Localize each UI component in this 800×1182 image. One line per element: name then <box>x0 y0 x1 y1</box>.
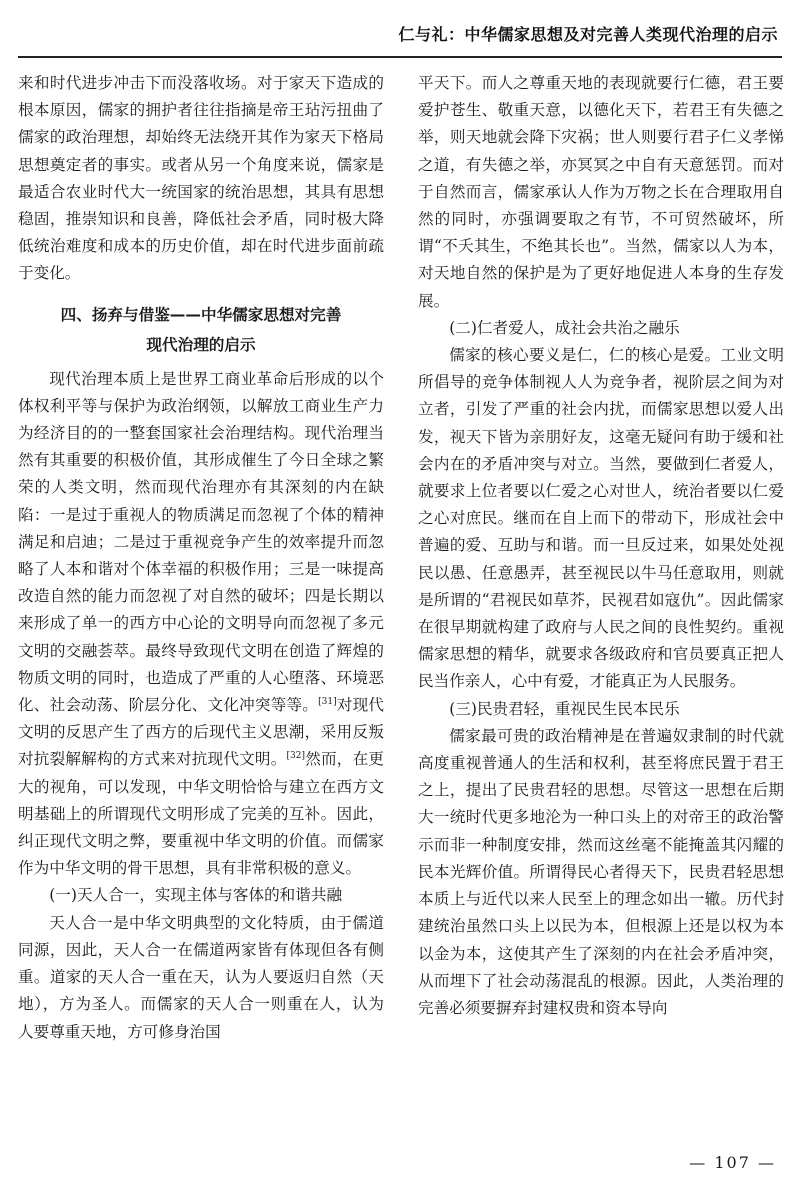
section-heading-line2: 现代治理的启示 <box>146 335 256 354</box>
paragraph: 天人合一是中华文明典型的文化特质，由于儒道同源，因此，天人合一在儒道两家皆有体现但各有侧重。道家的天人合一重在天，认为人要返归自然（天地），方为圣人。而儒家的天人合一则重在人，认为人要尊重天地，方可修身治国 <box>18 913 384 1041</box>
citation-ref: [32] <box>286 751 305 762</box>
page-number: — 107 — <box>689 1153 776 1172</box>
section-heading-line1: 四、扬弃与借鉴——中华儒家思想对完善 <box>60 305 342 324</box>
paragraph-text: 然而，在更大的视角，可以发现，中华文明恰恰与建立在西方文明基础上的所谓现代文明形成了完美的互补。因此，纠正现代文明之弊，要重视中华文明的价值。而儒家作为中华文明的骨干思想，具有非常积极的意义。 <box>18 750 384 878</box>
paragraph: 来和时代进步冲击下而没落收场。对于家天下造成的根本原因，儒家的拥护者往往指摘是帝王玷污扭曲了儒家的政治理想，却始终无法绕开其作为家天下格局思想奠定者的事实。或者从另一个角度来说，儒家是最适合农业时代大一统国家的统治思想，其具有思想稳固，推崇知识和良善，降低社会矛盾，同时极大降低统治难度和成本的历史价值，却在时代进步面前疏于变化。 <box>18 74 384 283</box>
citation-ref: [31] <box>318 696 337 707</box>
paragraph: 儒家最可贵的政治精神是在普遍奴隶制的时代就高度重视普通人的生活和权利，甚至将庶民置于君王之上，提出了民贵君轻的思想。尽管这一思想在后期大一统时代更多地沦为一种口头上的对帝王的政治警示而非一种制度安排，然而这丝毫不能掩盖其闪耀的民本光辉价值。所谓得民心者得天下，民贵君轻思想本质上与近代以来人民至上的理念如出一辙。历代封建统治虽然口头上以民为本，但根源上还是以权为本以金为本，这使其产生了深刻的内在社会矛盾冲突，从而埋下了社会动荡混乱的根源。因此，人类治理的完善必须要摒弃封建权贵和资本导向 <box>418 726 784 1017</box>
paragraph: 平天下。而人之尊重天地的表现就要行仁德，君王要爱护苍生、敬重天意，以德化天下，若君王有失德之举，则天地就会降下灾祸；世人则要行君子仁义孝悌之道，有失德之举，亦冥冥之中自有天意惩罚。而对于自然而言，儒家承认人作为万物之长在合理取用自然的同时，亦强调要取之有节，不可贸然破坏，所谓“不夭其生，不绝其长也”。当然，儒家以人为本，对天地自然的保护是为了更好地促进人本身的生存发展。 <box>418 74 784 310</box>
subsection-heading: (二)仁者爱人，成社会共治之融乐 <box>449 318 680 337</box>
subsection-heading: (一)天人合一，实现主体与客体的和谐共融 <box>49 886 343 905</box>
running-head: 仁与礼：中华儒家思想及对完善人类现代治理的启示 <box>398 25 778 44</box>
header-rule <box>18 56 782 58</box>
section-heading <box>18 300 384 360</box>
paragraph-text: 现代治理本质上是世界工商业革命后形成的以个体权利平等与保护为政治纲领，以解放工商业生产力为经济目的的一整套国家社会治理结构。现代治理当然有其重要的积极价值，其形成催生了今日全球之繁荣的人类文明，然而现代治理亦有其深刻的内在缺陷：一是过于重视人的物质满足而忽视了个体的精神满足和启迪；二是过于重视竞争产生的效率提升而忽略了人本和谐对个体幸福的积极作用；三是一味提高改造自然的能力而忽视了对自然的破坏；四是长期以来形成了单一的西方中心论的文明导向而忽视了多元文明的交融荟萃。最终导致现代文明在创造了辉煌的物质文明的同时，也造成了严重的人心堕落、环境恶化、社会动荡、阶层分化、文化冲突等等。 <box>18 369 384 715</box>
right-column <box>418 70 784 1022</box>
subsection-heading: (三)民贵君轻，重视民生民本民乐 <box>449 699 680 718</box>
left-column <box>18 70 384 1046</box>
paragraph: 儒家的核心要义是仁，仁的核心是爱。工业文明所倡导的竞争体制视人人为竞争者，视阶层之间为对立者，引发了严重的社会内扰，而儒家思想以爱人出发，视天下皆为亲朋好友，这毫无疑问有助于缓和社会内在的矛盾冲突与对立。当然，要做到仁者爱人，就要求上位者要以仁爱之心对世人，统治者要以仁爱之心对庶民。继而在自上而下的带动下，形成社会中普遍的爱、互助与和谐。而一旦反过来，如果处处视民以愚、任意愚弄，甚至视民以牛马任意取用，则就是所谓的“君视民如草芥，民视君如寇仇”。因此儒家在很早期就构建了政府与人民之间的良性契约。重视儒家思想的精华，就要求各级政府和官员要真正把人民当作亲人，心中有爱，才能真正为人民服务。 <box>418 346 784 691</box>
paragraph <box>18 366 384 883</box>
paragraph-text: 对现代文明的反思产生了西方的后现代主义思潮，采用反叛对抗裂解解构的方式来对抗现代文明。 <box>18 696 384 769</box>
